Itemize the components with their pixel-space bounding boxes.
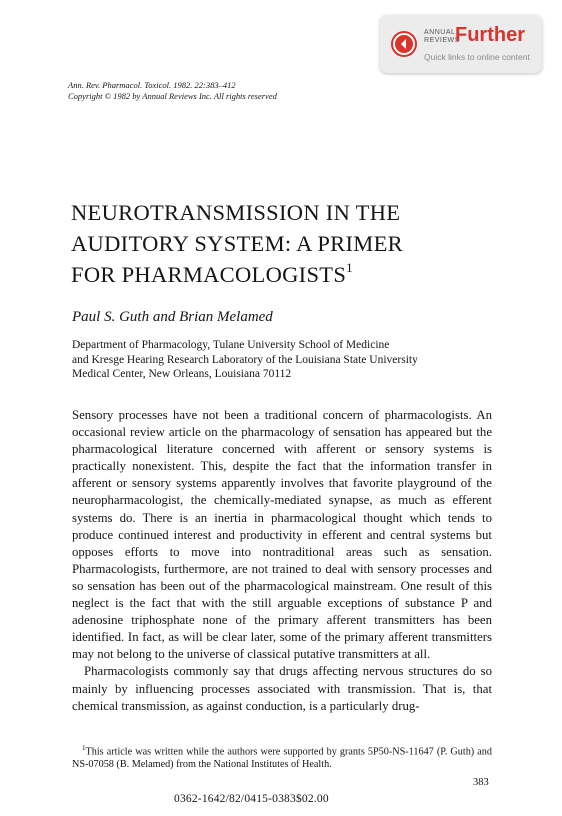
further-label: Further — [455, 24, 525, 46]
affiliation — [72, 338, 502, 382]
citation: Ann. Rev. Pharmacol. Toxicol. 1982. 22:383–412 — [68, 80, 236, 90]
logo-line2: REVIEWS — [424, 37, 460, 44]
affiliation-line1: Department of Pharmacology, Tulane University School of Medicine — [72, 339, 390, 351]
body-paragraph-2: Pharmacologists commonly say that drugs affecting nervous structures do so mainly by influencing processes associated with transmission. That is, that chemical transmission, as against conduction, is a particularly drug- — [72, 664, 492, 713]
page-number: 383 — [473, 777, 489, 788]
further-banner[interactable] — [380, 15, 542, 73]
title-line3: FOR PHARMACOLOGISTS — [71, 262, 347, 287]
title-footnote-mark[interactable]: 1 — [346, 260, 353, 275]
footnote-mark: 1 — [82, 744, 86, 752]
body-text — [72, 407, 492, 715]
title-line1: NEUROTRANSMISSION IN THE — [71, 200, 401, 225]
footnote-text: This article was written while the authors were supported by grants 5P50-NS-11647 (P. Guth) and NS-07058 (B. Melamed) from the National Institutes of Health. — [72, 746, 492, 771]
article-code: 0362-1642/82/0415-0383$02.00 — [174, 793, 329, 805]
authors: Paul S. Guth and Brian Melamed — [72, 309, 273, 325]
affiliation-line3: Medical Center, New Orleans, Louisiana 70112 — [72, 368, 292, 380]
title-line2: AUDITORY SYSTEM: A PRIMER — [71, 231, 403, 256]
play-arrow-icon — [391, 31, 417, 57]
affiliation-line2: and Kresge Hearing Research Laboratory of the Louisiana State University — [72, 353, 418, 366]
body-paragraph-1: Sensory processes have not been a traditional concern of pharmacologists. An occasional review article on the pharmacology of sensation has appeared but the pharmacological literature concerned with afferent or sensory systems is practically nonexistent. This, despite the fact that the information transfer in afferent or sensory systems apparently involves that favorite playground of the neuropharmacologist, the chemically-mediated synapse, as much as efferent systems do. There is an inertia in pharmacological thought which tends to produce continued interest and productivity in efferent and central systems but opposes efforts to move into nontraditional areas such as sensation. Pharmacologists, furthermore, are not trained to deal with sensory processes and so sensation has been out of the pharmacological mainstream. One result of this neglect is the fact that with the still arguable exceptions of substance P and adenosine triphosphate none of the primary afferent transmitters has been identified. In fact, as will be clear later, some of the primary afferent transmitters may not belong to the universe of classical putative transmitters at all. — [72, 408, 492, 662]
further-subtitle: Quick links to online content — [424, 52, 530, 62]
journal-meta — [68, 80, 277, 102]
footnote — [72, 742, 492, 771]
article-title — [71, 197, 491, 290]
logo-line1: ANNUAL — [424, 29, 456, 36]
copyright: Copyright © 1982 by Annual Reviews Inc. All rights reserved — [68, 91, 277, 101]
